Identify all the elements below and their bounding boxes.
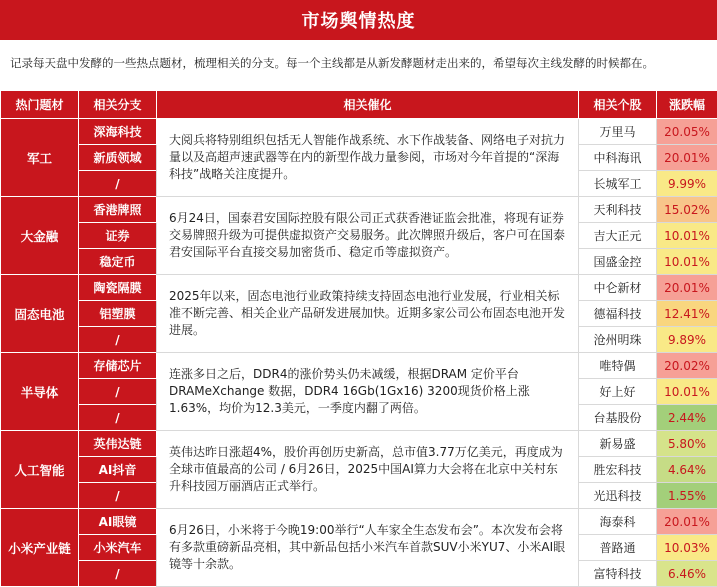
- stock-name-cell: 新易盛: [579, 431, 657, 457]
- table-header-row: [1, 91, 717, 119]
- stock-name-cell: 万里马: [579, 119, 657, 145]
- stock-name-cell: 富特科技: [579, 561, 657, 587]
- change-pct-cell: 10.01%: [657, 249, 717, 275]
- stock-name-cell: 天利科技: [579, 197, 657, 223]
- stock-name-cell: 国盛金控: [579, 249, 657, 275]
- branch-cell: 稳定币: [79, 249, 157, 275]
- catalyst-cell: 6月26日，小米将于今晚19:00举行“人车家全生态发布会”。本次发布会将有多款重磅新品亮相，其中新品包括小米汽车首款SUV小米YU7、小米AI眼镜等十余款。: [157, 509, 579, 587]
- change-pct-cell: 5.80%: [657, 431, 717, 457]
- catalyst-cell: 英伟达昨日涨超4%，股价再创历史新高，总市值3.77万亿美元，再度成为全球市值最高的公司 / 6月26日，2025中国AI算力大会将在北京中关村东升科技园万丽酒店正式举行。: [157, 431, 579, 509]
- stock-name-cell: 中科海讯: [579, 145, 657, 171]
- change-pct-cell: 20.01%: [657, 275, 717, 301]
- stock-name-cell: 台基股份: [579, 405, 657, 431]
- branch-cell: 小米汽车: [79, 535, 157, 561]
- table-row: [1, 275, 717, 301]
- stock-name-cell: 沧州明珠: [579, 327, 657, 353]
- theme-cell: 半导体: [1, 353, 79, 431]
- theme-cell: 人工智能: [1, 431, 79, 509]
- change-pct-cell: 9.89%: [657, 327, 717, 353]
- table-row: [1, 197, 717, 223]
- theme-cell: 大金融: [1, 197, 79, 275]
- branch-cell: /: [79, 327, 157, 353]
- branch-cell: /: [79, 379, 157, 405]
- branch-cell: /: [79, 171, 157, 197]
- branch-cell: 存储芯片: [79, 353, 157, 379]
- change-pct-cell: 20.02%: [657, 353, 717, 379]
- header-change: 涨跌幅: [657, 91, 717, 119]
- theme-cell: 军工: [1, 119, 79, 197]
- stock-name-cell: 唯特偶: [579, 353, 657, 379]
- branch-cell: 英伟达链: [79, 431, 157, 457]
- change-pct-cell: 12.41%: [657, 301, 717, 327]
- theme-cell: 小米产业链: [1, 509, 79, 587]
- branch-cell: 铝塑膜: [79, 301, 157, 327]
- change-pct-cell: 20.01%: [657, 509, 717, 535]
- stock-name-cell: 普路通: [579, 535, 657, 561]
- change-pct-cell: 20.01%: [657, 145, 717, 171]
- branch-cell: 香港牌照: [79, 197, 157, 223]
- branch-cell: /: [79, 561, 157, 587]
- branch-cell: 证券: [79, 223, 157, 249]
- theme-cell: 固态电池: [1, 275, 79, 353]
- stock-name-cell: 德福科技: [579, 301, 657, 327]
- header-catalyst: 相关催化: [157, 91, 579, 119]
- branch-cell: /: [79, 483, 157, 509]
- header-stock: 相关个股: [579, 91, 657, 119]
- catalyst-cell: 大阅兵将特别组织包括无人智能作战系统、水下作战装备、网络电子对抗力量以及高超声速武器等在内的新型作战力量参阅，市场对今年首提的“深海科技”战略关注度提升。: [157, 119, 579, 197]
- header-branch: 相关分支: [79, 91, 157, 119]
- catalyst-cell: 6月24日，国泰君安国际控股有限公司正式获香港证监会批准，将现有证券交易牌照升级为可提供虚拟资产交易服务。此次牌照升级后，客户可在国泰君安国际平台直接交易加密货币、稳定币等虚拟资产。: [157, 197, 579, 275]
- stock-name-cell: 长城军工: [579, 171, 657, 197]
- change-pct-cell: 10.01%: [657, 379, 717, 405]
- change-pct-cell: 10.01%: [657, 223, 717, 249]
- branch-cell: 陶瓷隔膜: [79, 275, 157, 301]
- table-body: [1, 119, 717, 587]
- table-row: [1, 353, 717, 379]
- branch-cell: AI眼镜: [79, 509, 157, 535]
- change-pct-cell: 9.99%: [657, 171, 717, 197]
- branch-cell: /: [79, 405, 157, 431]
- change-pct-cell: 6.46%: [657, 561, 717, 587]
- catalyst-cell: 连涨多日之后，DDR4的涨价势头仍未减缓，根据DRAM 定价平台 DRAMeXchange 数据，DDR4 16Gb(1Gx16) 3200现货价格上涨1.63%，均价为12.3美元，一季度内翻了两倍。: [157, 353, 579, 431]
- market-sentiment-table: [0, 90, 717, 587]
- stock-name-cell: 海泰科: [579, 509, 657, 535]
- change-pct-cell: 2.44%: [657, 405, 717, 431]
- catalyst-cell: 2025年以来，固态电池行业政策持续支持固态电池行业发展，行业相关标准不断完善、相关企业产品研发进展加快。近期多家公司公布固态电池开发进展。: [157, 275, 579, 353]
- change-pct-cell: 10.03%: [657, 535, 717, 561]
- page-title: 市场舆情热度: [0, 0, 717, 40]
- stock-name-cell: 胜宏科技: [579, 457, 657, 483]
- table-row: [1, 119, 717, 145]
- stock-name-cell: 光迅科技: [579, 483, 657, 509]
- change-pct-cell: 15.02%: [657, 197, 717, 223]
- stock-name-cell: 好上好: [579, 379, 657, 405]
- change-pct-cell: 1.55%: [657, 483, 717, 509]
- stock-name-cell: 中仑新材: [579, 275, 657, 301]
- table-row: [1, 509, 717, 535]
- change-pct-cell: 20.05%: [657, 119, 717, 145]
- change-pct-cell: 4.64%: [657, 457, 717, 483]
- stock-name-cell: 吉大正元: [579, 223, 657, 249]
- branch-cell: 深海科技: [79, 119, 157, 145]
- branch-cell: 新质领域: [79, 145, 157, 171]
- page-subtitle: 记录每天盘中发酵的一些热点题材，梳理相关的分支。每一个主线都是从新发酵题材走出来的，希望每次主线发酵的时候都在。: [0, 40, 717, 90]
- branch-cell: AI抖音: [79, 457, 157, 483]
- header-theme: 热门题材: [1, 91, 79, 119]
- table-row: [1, 431, 717, 457]
